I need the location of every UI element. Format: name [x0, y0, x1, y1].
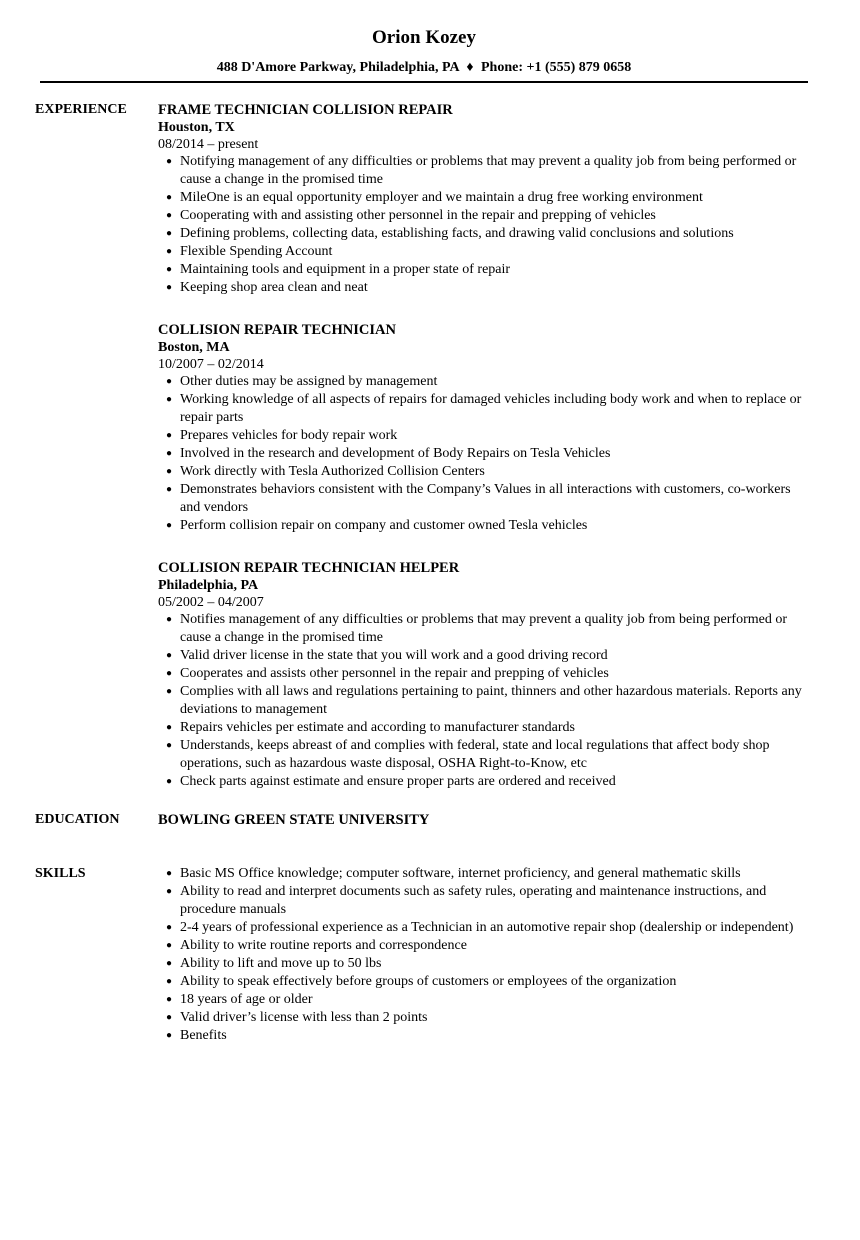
bullet-icon: ●: [166, 776, 173, 787]
bullet-icon: ●: [166, 1030, 173, 1041]
job-dates: 05/2002 – 04/2007: [158, 595, 264, 610]
list-item-text: Ability to lift and move up to 50 lbs: [180, 956, 382, 971]
job-entry: [158, 559, 808, 791]
bullet-icon: ●: [166, 394, 173, 405]
bullet-icon: ●: [166, 156, 173, 167]
bullet-icon: ●: [166, 448, 173, 459]
list-item-text: Flexible Spending Account: [180, 244, 333, 259]
candidate-name: Orion Kozey: [372, 27, 476, 48]
list-item-text: Perform collision repair on company and customer owned Tesla vehicles: [180, 518, 588, 533]
list-item-text: Defining problems, collecting data, establishing facts, and drawing valid conclusions and solutions: [180, 226, 734, 241]
experience-section: [35, 101, 808, 791]
list-item: [166, 665, 808, 683]
list-item-text: Cooperates and assists other personnel in the repair and prepping of vehicles: [180, 666, 609, 681]
list-item: [166, 517, 808, 535]
list-item: [166, 937, 808, 955]
list-item-text: 2-4 years of professional experience as a Technician in an automotive repair shop (dealership or independent): [180, 920, 794, 935]
job-entry: [158, 101, 808, 297]
list-item: [166, 883, 808, 919]
job-bullets: [158, 611, 808, 791]
experience-label: EXPERIENCE: [35, 102, 127, 117]
list-item-text: Work directly with Tesla Authorized Collision Centers: [180, 464, 485, 479]
job-title: FRAME TECHNICIAN COLLISION REPAIR: [158, 102, 453, 118]
list-item: [166, 865, 808, 883]
skills-section: [35, 865, 808, 1045]
list-item: [166, 391, 808, 427]
list-item-text: Check parts against estimate and ensure proper parts are ordered and received: [180, 774, 616, 789]
list-item-text: Involved in the research and development of Body Repairs on Tesla Vehicles: [180, 446, 611, 461]
bullet-icon: ●: [166, 192, 173, 203]
header-divider: [40, 81, 808, 83]
list-item-text: Complies with all laws and regulations pertaining to paint, thinners and other hazardous materials. Reports any deviations to management: [180, 684, 802, 717]
education-label: EDUCATION: [35, 812, 120, 827]
list-item-text: 18 years of age or older: [180, 992, 313, 1007]
bullet-icon: ●: [166, 430, 173, 441]
list-item-text: Other duties may be assigned by management: [180, 374, 438, 389]
list-item-text: Keeping shop area clean and neat: [180, 280, 368, 295]
bullet-icon: ●: [166, 228, 173, 239]
job-location: Boston, MA: [158, 340, 230, 355]
list-item-text: Maintaining tools and equipment in a proper state of repair: [180, 262, 511, 277]
list-item: [166, 919, 808, 937]
list-item-text: Ability to write routine reports and correspondence: [180, 938, 467, 953]
list-item-text: Working knowledge of all aspects of repairs for damaged vehicles including body work and when to replace or repair parts: [180, 392, 802, 425]
address: 488 D'Amore Parkway, Philadelphia, PA: [216, 60, 459, 75]
contact-line: [40, 59, 808, 77]
bullet-icon: ●: [166, 520, 173, 531]
list-item: [166, 773, 808, 791]
list-item: [166, 1027, 808, 1045]
bullet-icon: ●: [166, 614, 173, 625]
bullet-icon: ●: [166, 922, 173, 933]
bullet-icon: ●: [166, 1012, 173, 1023]
list-item: [166, 373, 808, 391]
resume-header: [40, 26, 808, 77]
school-name: BOWLING GREEN STATE UNIVERSITY: [158, 812, 430, 828]
list-item-text: Cooperating with and assisting other personnel in the repair and prepping of vehicles: [180, 208, 656, 223]
bullet-icon: ●: [166, 976, 173, 987]
list-item: [166, 243, 808, 261]
list-item: [166, 737, 808, 773]
job-location: Philadelphia, PA: [158, 578, 259, 593]
list-item: [166, 153, 808, 189]
bullet-icon: ●: [166, 210, 173, 221]
bullet-icon: ●: [166, 246, 173, 257]
bullet-icon: ●: [166, 958, 173, 969]
job-dates: 08/2014 – present: [158, 137, 259, 152]
list-item-text: Ability to speak effectively before groups of customers or employees of the organization: [180, 974, 677, 989]
education-body: [158, 811, 808, 829]
list-item: [166, 955, 808, 973]
job-location: Houston, TX: [158, 120, 235, 135]
list-item: [166, 463, 808, 481]
job-bullets: [158, 153, 808, 297]
skills-body: [158, 865, 808, 1045]
list-item: [166, 279, 808, 297]
job-title: COLLISION REPAIR TECHNICIAN: [158, 322, 396, 338]
bullet-icon: ●: [166, 886, 173, 897]
bullet-icon: ●: [166, 940, 173, 951]
list-item-text: Ability to read and interpret documents such as safety rules, operating and maintenance instructions, and procedure manuals: [180, 884, 767, 917]
list-item: [166, 991, 808, 1009]
list-item-text: Prepares vehicles for body repair work: [180, 428, 398, 443]
list-item: [166, 647, 808, 665]
list-item: [166, 189, 808, 207]
bullet-icon: ●: [166, 722, 173, 733]
phone: Phone: +1 (555) 879 0658: [481, 60, 632, 75]
bullet-icon: ●: [166, 466, 173, 477]
bullet-icon: ●: [166, 264, 173, 275]
job-title: COLLISION REPAIR TECHNICIAN HELPER: [158, 560, 460, 576]
list-item: [166, 719, 808, 737]
list-item: [166, 207, 808, 225]
bullet-icon: ●: [166, 686, 173, 697]
list-item-text: MileOne is an equal opportunity employer and we maintain a drug free working environment: [180, 190, 703, 205]
list-item-text: Benefits: [180, 1028, 227, 1043]
list-item: [166, 683, 808, 719]
bullet-icon: ●: [166, 740, 173, 751]
list-item-text: Understands, keeps abreast of and complies with federal, state and local regulations that affect body shop operations, such as hazardous waste disposal, OSHA Right-to-Know, etc: [180, 738, 770, 771]
list-item: [166, 973, 808, 991]
list-item: [166, 445, 808, 463]
list-item-text: Basic MS Office knowledge; computer software, internet proficiency, and general mathematic skills: [180, 866, 741, 881]
education-section: [35, 811, 808, 829]
bullet-icon: ●: [166, 868, 173, 879]
list-item-text: Valid driver’s license with less than 2 points: [180, 1010, 428, 1025]
bullet-icon: ●: [166, 994, 173, 1005]
skills-bullets: [158, 865, 808, 1045]
list-item-text: Valid driver license in the state that you will work and a good driving record: [180, 648, 608, 663]
list-item-text: Notifies management of any difficulties or problems that may prevent a quality job from being performed or cause a change in the promised time: [180, 612, 788, 645]
job-dates: 10/2007 – 02/2014: [158, 357, 264, 372]
list-item-text: Repairs vehicles per estimate and according to manufacturer standards: [180, 720, 575, 735]
bullet-icon: ●: [166, 484, 173, 495]
bullet-icon: ●: [166, 376, 173, 387]
list-item: [166, 481, 808, 517]
diamond-separator-icon: ♦: [466, 60, 474, 75]
list-item-text: Notifying management of any difficulties or problems that may prevent a quality job from being performed or cause a change in the promised time: [180, 154, 797, 187]
skills-label: SKILLS: [35, 866, 86, 881]
experience-list: [158, 101, 808, 791]
bullet-icon: ●: [166, 282, 173, 293]
bullet-icon: ●: [166, 650, 173, 661]
list-item: [166, 225, 808, 243]
list-item: [166, 611, 808, 647]
list-item: [166, 1009, 808, 1027]
list-item: [166, 261, 808, 279]
list-item: [166, 427, 808, 445]
job-entry: [158, 321, 808, 535]
list-item-text: Demonstrates behaviors consistent with the Company’s Values in all interactions with customers, co-workers and vendors: [180, 482, 791, 515]
bullet-icon: ●: [166, 668, 173, 679]
job-bullets: [158, 373, 808, 535]
